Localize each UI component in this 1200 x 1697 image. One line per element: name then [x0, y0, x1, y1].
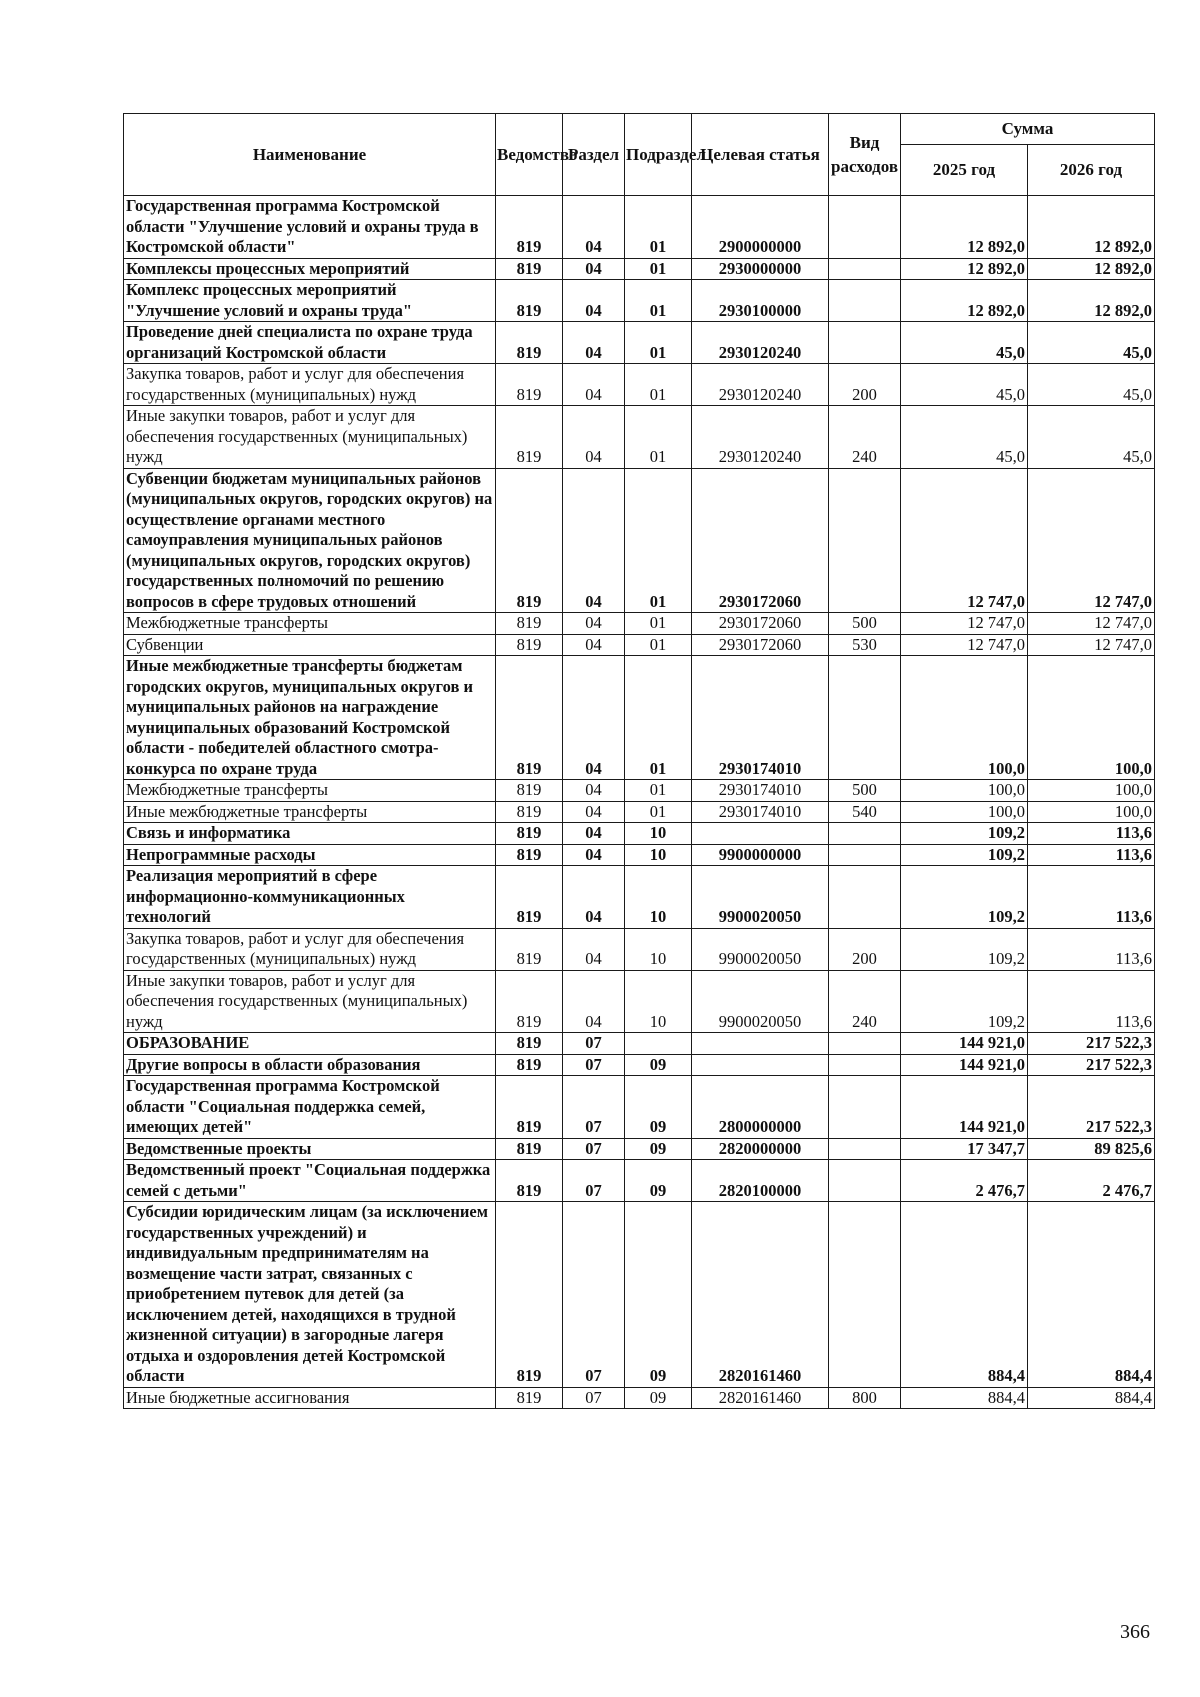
cell-razdel: 07 — [563, 1138, 625, 1160]
header-razdel: Раздел — [563, 114, 625, 196]
cell-razdel: 07 — [563, 1202, 625, 1388]
cell-name: Комплексы процессных мероприятий — [124, 258, 496, 280]
budget-table — [123, 113, 1155, 1409]
cell-sum-2025: 884,4 — [901, 1202, 1028, 1388]
cell-name: Проведение дней специалиста по охране труда организаций Костромской области — [124, 322, 496, 364]
cell-celevaya: 2930172060 — [692, 468, 829, 613]
cell-podrazdel: 10 — [625, 928, 692, 970]
cell-podrazdel: 10 — [625, 970, 692, 1033]
cell-name: Государственная программа Костромской области "Улучшение условий и охраны труда в Костромской области" — [124, 196, 496, 259]
cell-sum-2025: 12 747,0 — [901, 634, 1028, 656]
cell-sum-2025: 17 347,7 — [901, 1138, 1028, 1160]
cell-sum-2026: 12 892,0 — [1028, 196, 1155, 259]
cell-podrazdel: 01 — [625, 196, 692, 259]
cell-vid — [829, 656, 901, 780]
table-row — [124, 364, 1155, 406]
cell-vedomstvo: 819 — [496, 656, 563, 780]
cell-sum-2026: 12 892,0 — [1028, 258, 1155, 280]
cell-sum-2026: 113,6 — [1028, 866, 1155, 929]
cell-podrazdel: 01 — [625, 613, 692, 635]
cell-sum-2026: 113,6 — [1028, 928, 1155, 970]
cell-sum-2025: 109,2 — [901, 928, 1028, 970]
cell-name: Субвенции бюджетам муниципальных районов (муниципальных округов, городских округов) на осуществление органами местного самоуправления муниципальных районов (муниципальных округов, городских округов) государственных полномочий по решению вопросов в сфере трудовых отношений — [124, 468, 496, 613]
cell-name: Ведомственный проект "Социальная поддержка семей с детьми" — [124, 1160, 496, 1202]
cell-celevaya: 2820161460 — [692, 1387, 829, 1409]
cell-vid: 240 — [829, 406, 901, 469]
cell-vedomstvo: 819 — [496, 280, 563, 322]
cell-celevaya — [692, 823, 829, 845]
cell-celevaya: 9900020050 — [692, 866, 829, 929]
cell-sum-2025: 100,0 — [901, 801, 1028, 823]
cell-razdel: 07 — [563, 1054, 625, 1076]
cell-podrazdel: 01 — [625, 468, 692, 613]
cell-vid: 240 — [829, 970, 901, 1033]
cell-podrazdel: 09 — [625, 1202, 692, 1388]
cell-razdel: 04 — [563, 823, 625, 845]
cell-podrazdel: 09 — [625, 1138, 692, 1160]
cell-podrazdel: 01 — [625, 406, 692, 469]
cell-vedomstvo: 819 — [496, 406, 563, 469]
cell-vid — [829, 823, 901, 845]
cell-celevaya — [692, 1054, 829, 1076]
cell-sum-2025: 12 892,0 — [901, 280, 1028, 322]
cell-razdel: 04 — [563, 928, 625, 970]
header-vedomstvo: Ведомство — [496, 114, 563, 196]
table-row — [124, 656, 1155, 780]
cell-name: Государственная программа Костромской области "Социальная поддержка семей, имеющих детей" — [124, 1076, 496, 1139]
table-row — [124, 844, 1155, 866]
cell-celevaya: 2930174010 — [692, 801, 829, 823]
cell-celevaya: 2930100000 — [692, 280, 829, 322]
cell-podrazdel: 01 — [625, 780, 692, 802]
cell-name: Межбюджетные трансферты — [124, 780, 496, 802]
cell-sum-2025: 109,2 — [901, 823, 1028, 845]
cell-razdel: 04 — [563, 258, 625, 280]
table-row — [124, 1076, 1155, 1139]
cell-podrazdel: 01 — [625, 364, 692, 406]
cell-vedomstvo: 819 — [496, 1387, 563, 1409]
cell-vid — [829, 866, 901, 929]
cell-celevaya: 2930120240 — [692, 322, 829, 364]
table-row — [124, 780, 1155, 802]
cell-vedomstvo: 819 — [496, 970, 563, 1033]
header-year-2025: 2025 год — [901, 145, 1028, 196]
cell-sum-2026: 12 747,0 — [1028, 613, 1155, 635]
cell-razdel: 07 — [563, 1033, 625, 1055]
header-summa: Сумма — [901, 114, 1155, 145]
cell-celevaya: 2930120240 — [692, 364, 829, 406]
cell-razdel: 04 — [563, 866, 625, 929]
cell-vedomstvo: 819 — [496, 823, 563, 845]
cell-sum-2025: 12 892,0 — [901, 196, 1028, 259]
cell-sum-2026: 45,0 — [1028, 406, 1155, 469]
cell-vedomstvo: 819 — [496, 322, 563, 364]
cell-name: Реализация мероприятий в сфере информационно-коммуникационных технологий — [124, 866, 496, 929]
table-row — [124, 1202, 1155, 1388]
cell-podrazdel: 09 — [625, 1387, 692, 1409]
header-year-2026: 2026 год — [1028, 145, 1155, 196]
table-row — [124, 1033, 1155, 1055]
cell-vid: 530 — [829, 634, 901, 656]
cell-name: Закупка товаров, работ и услуг для обеспечения государственных (муниципальных) нужд — [124, 928, 496, 970]
table-row — [124, 406, 1155, 469]
cell-vid: 500 — [829, 780, 901, 802]
cell-vid — [829, 1160, 901, 1202]
cell-sum-2026: 12 747,0 — [1028, 468, 1155, 613]
cell-podrazdel: 01 — [625, 656, 692, 780]
table-row — [124, 970, 1155, 1033]
cell-sum-2025: 12 747,0 — [901, 468, 1028, 613]
cell-podrazdel: 09 — [625, 1076, 692, 1139]
cell-celevaya: 2930174010 — [692, 656, 829, 780]
cell-vedomstvo: 819 — [496, 866, 563, 929]
cell-razdel: 04 — [563, 280, 625, 322]
cell-name: Субсидии юридическим лицам (за исключением государственных учреждений) и индивидуальным предпринимателям на возмещение части затрат, связанных с приобретением путевок для детей (за исключением детей, находящихся в трудной жизненной ситуации) в загородные лагеря отдыха и оздоровления детей Костромской области — [124, 1202, 496, 1388]
cell-podrazdel: 10 — [625, 823, 692, 845]
cell-sum-2025: 12 892,0 — [901, 258, 1028, 280]
cell-celevaya: 2800000000 — [692, 1076, 829, 1139]
cell-razdel: 04 — [563, 322, 625, 364]
table-row — [124, 823, 1155, 845]
cell-sum-2025: 12 747,0 — [901, 613, 1028, 635]
table-body — [124, 196, 1155, 1409]
cell-razdel: 04 — [563, 468, 625, 613]
cell-vedomstvo: 819 — [496, 780, 563, 802]
cell-sum-2025: 144 921,0 — [901, 1033, 1028, 1055]
cell-celevaya — [692, 1033, 829, 1055]
table-row — [124, 1160, 1155, 1202]
cell-podrazdel: 09 — [625, 1054, 692, 1076]
cell-celevaya: 2930120240 — [692, 406, 829, 469]
cell-name: Непрограммные расходы — [124, 844, 496, 866]
cell-sum-2026: 113,6 — [1028, 844, 1155, 866]
cell-podrazdel: 01 — [625, 322, 692, 364]
cell-sum-2025: 109,2 — [901, 970, 1028, 1033]
table-row — [124, 322, 1155, 364]
cell-razdel: 07 — [563, 1076, 625, 1139]
cell-vedomstvo: 819 — [496, 1033, 563, 1055]
cell-vid — [829, 280, 901, 322]
cell-vid — [829, 1138, 901, 1160]
cell-vid — [829, 1076, 901, 1139]
cell-vedomstvo: 819 — [496, 1138, 563, 1160]
cell-sum-2026: 89 825,6 — [1028, 1138, 1155, 1160]
cell-vid: 200 — [829, 364, 901, 406]
cell-celevaya: 9900020050 — [692, 970, 829, 1033]
cell-celevaya: 2930172060 — [692, 634, 829, 656]
cell-vid — [829, 1033, 901, 1055]
cell-sum-2026: 45,0 — [1028, 322, 1155, 364]
header-celevaya: Целевая статья — [692, 114, 829, 196]
cell-razdel: 04 — [563, 613, 625, 635]
cell-sum-2026: 113,6 — [1028, 823, 1155, 845]
table-row — [124, 1138, 1155, 1160]
cell-celevaya: 2820161460 — [692, 1202, 829, 1388]
cell-name: Иные межбюджетные трансферты бюджетам городских округов, муниципальных округов и муниципальных районов на награждение муниципальных образований Костромской области - победителей областного смотра-конкурса по охране труда — [124, 656, 496, 780]
cell-sum-2025: 144 921,0 — [901, 1054, 1028, 1076]
cell-celevaya: 9900020050 — [692, 928, 829, 970]
cell-razdel: 04 — [563, 364, 625, 406]
cell-vid — [829, 1054, 901, 1076]
cell-sum-2026: 217 522,3 — [1028, 1033, 1155, 1055]
cell-razdel: 04 — [563, 406, 625, 469]
cell-sum-2025: 45,0 — [901, 322, 1028, 364]
cell-name: Ведомственные проекты — [124, 1138, 496, 1160]
cell-vedomstvo: 819 — [496, 1160, 563, 1202]
cell-sum-2026: 217 522,3 — [1028, 1054, 1155, 1076]
table-row — [124, 866, 1155, 929]
cell-sum-2025: 109,2 — [901, 866, 1028, 929]
cell-vedomstvo: 819 — [496, 196, 563, 259]
cell-name: Связь и информатика — [124, 823, 496, 845]
cell-celevaya: 2930174010 — [692, 780, 829, 802]
cell-razdel: 04 — [563, 634, 625, 656]
header-podrazdel: Подраздел — [625, 114, 692, 196]
cell-vedomstvo: 819 — [496, 364, 563, 406]
cell-razdel: 07 — [563, 1387, 625, 1409]
cell-vid: 200 — [829, 928, 901, 970]
cell-sum-2025: 100,0 — [901, 656, 1028, 780]
cell-sum-2026: 45,0 — [1028, 364, 1155, 406]
cell-sum-2026: 2 476,7 — [1028, 1160, 1155, 1202]
cell-vedomstvo: 819 — [496, 613, 563, 635]
table-row — [124, 1387, 1155, 1409]
cell-sum-2026: 100,0 — [1028, 780, 1155, 802]
table-row — [124, 280, 1155, 322]
cell-vid: 540 — [829, 801, 901, 823]
table-row — [124, 928, 1155, 970]
cell-sum-2026: 884,4 — [1028, 1387, 1155, 1409]
table-header — [124, 114, 1155, 196]
cell-sum-2026: 217 522,3 — [1028, 1076, 1155, 1139]
cell-vedomstvo: 819 — [496, 801, 563, 823]
cell-name: Межбюджетные трансферты — [124, 613, 496, 635]
header-name: Наименование — [124, 114, 496, 196]
cell-podrazdel: 01 — [625, 258, 692, 280]
cell-razdel: 04 — [563, 801, 625, 823]
cell-vedomstvo: 819 — [496, 1076, 563, 1139]
table-row — [124, 258, 1155, 280]
cell-podrazdel: 09 — [625, 1160, 692, 1202]
cell-podrazdel: 01 — [625, 634, 692, 656]
cell-name: Иные бюджетные ассигнования — [124, 1387, 496, 1409]
cell-name: Иные закупки товаров, работ и услуг для обеспечения государственных (муниципальных) нужд — [124, 970, 496, 1033]
cell-vid — [829, 468, 901, 613]
cell-vedomstvo: 819 — [496, 258, 563, 280]
cell-sum-2026: 12 892,0 — [1028, 280, 1155, 322]
cell-name: Субвенции — [124, 634, 496, 656]
cell-sum-2025: 884,4 — [901, 1387, 1028, 1409]
cell-podrazdel: 10 — [625, 844, 692, 866]
cell-name: ОБРАЗОВАНИЕ — [124, 1033, 496, 1055]
cell-vid — [829, 258, 901, 280]
cell-podrazdel: 01 — [625, 801, 692, 823]
cell-vid — [829, 844, 901, 866]
cell-sum-2026: 884,4 — [1028, 1202, 1155, 1388]
table-row — [124, 468, 1155, 613]
cell-vedomstvo: 819 — [496, 844, 563, 866]
cell-sum-2026: 100,0 — [1028, 656, 1155, 780]
cell-sum-2026: 100,0 — [1028, 801, 1155, 823]
cell-name: Закупка товаров, работ и услуг для обеспечения государственных (муниципальных) нужд — [124, 364, 496, 406]
cell-celevaya: 9900000000 — [692, 844, 829, 866]
cell-name: Комплекс процессных мероприятий "Улучшение условий и охраны труда" — [124, 280, 496, 322]
cell-podrazdel — [625, 1033, 692, 1055]
cell-vedomstvo: 819 — [496, 1202, 563, 1388]
cell-razdel: 04 — [563, 656, 625, 780]
cell-podrazdel: 10 — [625, 866, 692, 929]
cell-vid: 800 — [829, 1387, 901, 1409]
cell-vid — [829, 1202, 901, 1388]
table-row — [124, 1054, 1155, 1076]
cell-sum-2025: 2 476,7 — [901, 1160, 1028, 1202]
cell-sum-2026: 12 747,0 — [1028, 634, 1155, 656]
cell-razdel: 04 — [563, 970, 625, 1033]
cell-razdel: 04 — [563, 196, 625, 259]
cell-sum-2025: 45,0 — [901, 364, 1028, 406]
cell-razdel: 04 — [563, 844, 625, 866]
cell-vid — [829, 196, 901, 259]
cell-podrazdel: 01 — [625, 280, 692, 322]
cell-celevaya: 2900000000 — [692, 196, 829, 259]
cell-sum-2026: 113,6 — [1028, 970, 1155, 1033]
cell-razdel: 04 — [563, 780, 625, 802]
cell-vedomstvo: 819 — [496, 1054, 563, 1076]
cell-vid — [829, 322, 901, 364]
table-row — [124, 801, 1155, 823]
cell-celevaya: 2820000000 — [692, 1138, 829, 1160]
cell-name: Другие вопросы в области образования — [124, 1054, 496, 1076]
cell-razdel: 07 — [563, 1160, 625, 1202]
cell-name: Иные межбюджетные трансферты — [124, 801, 496, 823]
cell-sum-2025: 109,2 — [901, 844, 1028, 866]
cell-sum-2025: 100,0 — [901, 780, 1028, 802]
header-vid: Вид расходов — [829, 114, 901, 196]
cell-sum-2025: 144 921,0 — [901, 1076, 1028, 1139]
table-row — [124, 196, 1155, 259]
table-row — [124, 613, 1155, 635]
cell-vid: 500 — [829, 613, 901, 635]
cell-celevaya: 2930000000 — [692, 258, 829, 280]
cell-vedomstvo: 819 — [496, 634, 563, 656]
cell-vedomstvo: 819 — [496, 468, 563, 613]
cell-vedomstvo: 819 — [496, 928, 563, 970]
cell-celevaya: 2930172060 — [692, 613, 829, 635]
table-row — [124, 634, 1155, 656]
cell-celevaya: 2820100000 — [692, 1160, 829, 1202]
page-number: 366 — [1120, 1621, 1150, 1643]
cell-sum-2025: 45,0 — [901, 406, 1028, 469]
cell-name: Иные закупки товаров, работ и услуг для обеспечения государственных (муниципальных) нужд — [124, 406, 496, 469]
